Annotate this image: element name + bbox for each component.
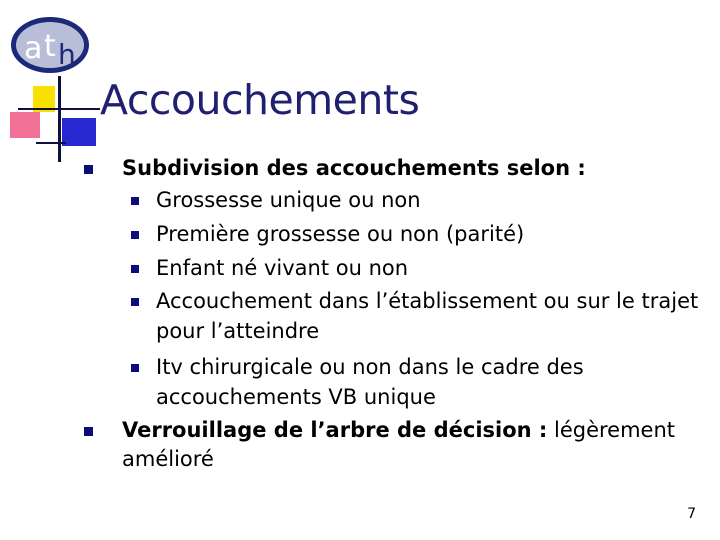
- sub-bullet-icon: [131, 298, 139, 306]
- pink-square: [10, 112, 40, 138]
- vertical-rule: [58, 76, 61, 162]
- sub-bullet-icon: [131, 197, 139, 205]
- verrouillage-bold: Verrouillage de l’arbre de décision :: [122, 418, 548, 442]
- slide-title: Accouchements: [100, 76, 420, 124]
- verrouillage-rest: légèrement: [547, 418, 676, 442]
- sub-item-accouchement-line2: pour l’atteindre: [156, 319, 320, 343]
- sub-item-itv-line1: Itv chirurgicale ou non dans le cadre des: [156, 355, 584, 379]
- logo-letter-h: h: [58, 38, 76, 71]
- sub-bullet-icon: [131, 265, 139, 273]
- ath-logo: [8, 14, 92, 76]
- bullet-text-verrouillage: [122, 417, 675, 443]
- bullet-icon: [84, 165, 93, 174]
- sub-bullet-icon: [131, 364, 139, 372]
- sub-bullet-icon: [131, 231, 139, 239]
- sub-item-itv-line2: accouchements VB unique: [156, 385, 436, 409]
- bullet-text-verrouillage-line2: amélioré: [122, 447, 214, 471]
- bullet-text-subdivision: Subdivision des accouchements selon :: [122, 156, 586, 180]
- horizontal-rule-short: [36, 142, 66, 144]
- sub-item-accouchement-line1: Accouchement dans l’établissement ou sur le trajet: [156, 289, 699, 313]
- page-number: 7: [687, 506, 696, 522]
- logo-letter-t: t: [44, 29, 56, 64]
- sub-item-grossesse: Grossesse unique ou non: [156, 188, 421, 212]
- logo-letter-a: a: [24, 31, 43, 66]
- bullet-icon: [84, 427, 93, 436]
- blue-square: [62, 118, 96, 146]
- sub-item-enfant: Enfant né vivant ou non: [156, 256, 409, 280]
- sub-item-premiere: Première grossesse ou non (parité): [156, 222, 525, 246]
